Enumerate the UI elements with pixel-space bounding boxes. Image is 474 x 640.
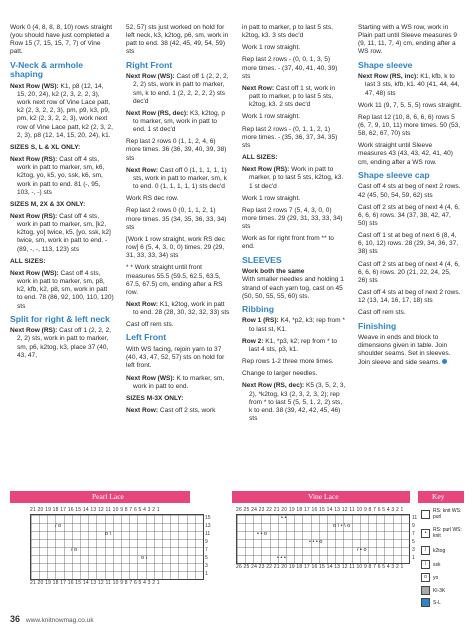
key-item: • RS: purl WS: knit xyxy=(421,527,463,539)
paragraph: Rep rows 1-2 three more times. xyxy=(242,358,334,366)
pearl-column-numbers-bottom: 21 20 19 18 17 16 15 14 13 12 11 10 9 8 7 6 5 4 3 2 1 xyxy=(30,580,160,586)
paragraph: * * Work straight until front measures 55.5 (59.5, 62.5, 63.5, 67.5, 67.5) cm, ending after a RS row. xyxy=(126,264,223,296)
end-mark-icon xyxy=(442,359,447,364)
paragraph: Weave in ends and block to dimensions given in table. Join shoulder seams. Set in sleeves. Join sleeve and side seams. xyxy=(358,334,451,366)
paragraph: Next Row (RS): Cast off 4 sts, work in patt to marker, sm, k6, k2tog, yo, k5, yo, ssk, k6, sm, work in patt to end. 81 (-, 95, 103, -, -) sts xyxy=(10,156,105,196)
section-heading: Ribbing xyxy=(242,303,274,314)
section-heading: Shape sleeve xyxy=(358,59,413,70)
chart-symbol: / • o xyxy=(357,547,367,553)
section-heading: Left Front xyxy=(126,332,167,343)
pearl-lace-grid xyxy=(30,514,204,580)
paragraph: Cast off 2 sts at beg of next 4 (4, 6, 6, 6, 6) rows. 34 (37, 38, 42, 47, 50) sts xyxy=(358,203,460,227)
paragraph: Cast off 4 sts at beg of next 2 rows. 42 (45, 50, 54, 59, 62) sts xyxy=(358,183,461,199)
page-number: 36 xyxy=(10,614,21,624)
paragraph: Next Row (WS): Cast off 1 (2, 2, 2, 2, 2) sts, work in patt to marker, sm, k to end. 1 (2, 2, 2, 2, 2) sts dec'd xyxy=(126,73,229,105)
paragraph: Next Row (RS, inc): K1, kfb, k to last 3 sts, kfb, k1. 40 (41, 44, 44, 47, 48) sts xyxy=(358,73,460,97)
text-column-1 xyxy=(10,24,114,364)
paragraph: Next Row: Cast off 1 st, work in patt to marker, p to last 5 sts, k2tog, k3. 2 sts dec'd xyxy=(242,84,336,109)
vine-lace-title: Vine Lace xyxy=(308,492,339,501)
paragraph: Next Row (WS): K to marker, sm, work in patt to end. xyxy=(126,374,225,390)
size-heading: ALL SIZES: xyxy=(10,257,46,265)
vine-column-numbers-top: 26 25 24 23 22 21 20 19 18 17 16 15 14 13 12 11 10 9 8 7 6 5 4 3 2 1 xyxy=(236,507,404,513)
paragraph: Next Row (WS): K1, p8 (12, 14, 15, 20, 24), k2 (2, 3, 2, 2, 3), work next row of Vine Lace patt, k2 (2, 3, 2, 2, 3), pm, p9, k3, p9, pm, k2 (2, 3, 2, 2, 3), work next row of Vine Lace patt, k2 (2, 3, 2, 2, 3), p8 (12, 14, 15, 20, 24), k1. xyxy=(10,82,113,139)
paragraph: Starting with a WS row, work in Plain patt until Sleeve measures 9 (9, 11, 11, 7, 4) cm, ending after a WS row. xyxy=(358,24,457,56)
paragraph: Next Row: K1, k2tog, work in patt to end. 28 (28, 30, 32, 32, 33) sts xyxy=(126,300,230,317)
paragraph: With WS facing, rejoin yarn to 37 (40, 43, 47, 52, 57) sts on hold for left front. xyxy=(126,346,225,370)
paragraph: Work as for right front from ** to end. xyxy=(242,235,334,251)
paragraph: Next Row (RS): Work in patt to marker, p to last 5 sts, k2tog, k3. 1 st dec'd xyxy=(242,166,344,190)
paragraph: Next Row (RS): Cast off 1 (2, 2, 2, 2, 2) sts, work in patt to marker, sm, p6, k2tog, k3, place 37 (40, 43, 47, xyxy=(10,327,112,359)
subheading: Work both the same xyxy=(242,268,305,276)
text-column-4 xyxy=(358,24,462,371)
vine-lace-grid xyxy=(236,514,410,564)
paragraph: Work 0 (4, 8, 8, 8, 10) rows straight (you should have just completed a Row 15 (7, 15, 15, 7, 7) of Vine patt. xyxy=(10,24,113,56)
paragraph: Next Row (RS, dec): K3, k2tog, p to marker, sm, work in patt to end. 1 st dec'd xyxy=(126,109,225,134)
vine-column-numbers-bottom: 26 25 24 23 22 21 20 19 18 17 16 15 14 13 12 11 10 9 8 7 6 5 4 3 2 1 xyxy=(236,564,404,570)
paragraph: Row 1 (RS): K4, *p2, k3; rep from * to last st, K1. xyxy=(242,317,345,333)
section-heading: Finishing xyxy=(358,320,397,331)
paragraph: Rep last 12 (10, 8, 6, 6, 6) rows 5 (6, 7, 9, 10, 11) more times. 50 (53, 58, 62, 67, 70) sts xyxy=(358,113,461,138)
paragraph: Rep last 2 rows - (0, 0, 1, 3, 5) more times. - (37, 40, 41, 40, 39) sts xyxy=(242,56,338,80)
paragraph: Next Row: Cast off 2 sts, work xyxy=(126,406,216,414)
paragraph: Rep last 2 rows 0 (1, 1, 2, 4, 6) more times. 36 (36, 39, 40, 39, 38) sts xyxy=(126,138,227,162)
key-item: Kl-3K xyxy=(421,586,445,595)
key-item: RS: knit WS: purl xyxy=(421,508,463,520)
chart-symbol: o \ • \ o xyxy=(333,523,351,529)
section-heading: Right Front xyxy=(126,59,173,70)
paragraph: Next Row: Cast off 0 (1, 1, 1, 1, 1) sts, work in patt to marker, sm, k to end. 0 (1, 1, 1, 1, 1) sts dec'd xyxy=(126,166,227,191)
key-item: S-L xyxy=(421,598,441,607)
size-heading: SIZES M, 2X & 3X ONLY: xyxy=(10,200,86,208)
pearl-column-numbers-top: 21 20 19 18 17 16 15 14 13 12 11 10 9 8 7 6 5 4 3 2 1 xyxy=(30,507,160,513)
key-item: / k2tog xyxy=(421,546,445,555)
paragraph: 52, 57) sts just worked on hold for left neck, k3, k2tog, p6, sm, work in patt to end. 38 (42, 45, 49, 54, 59) sts xyxy=(126,24,229,56)
paragraph: Next Row (RS, dec): K5 (3, 5, 2, 3, 2), *k2tog, k3 (2, 3, 2, 3, 2); rep from * to last 5 (5, 5, 1, 2, 2) sts, k to end. 38 (39, 42, 42, 45, 46) sts xyxy=(242,382,346,422)
paragraph: Work 1 row straight. xyxy=(242,194,301,202)
chart-symbol: / o xyxy=(71,547,78,553)
paragraph: Next Row (WS): Cast off 4 sts, work in patt to marker, sm, p8, k2, kfb, k2, p8, sm, work in patt to end. 78 (86, 92, 100, 110, 120) sts xyxy=(10,269,114,310)
size-heading: ALL SIZES: xyxy=(242,154,278,162)
paragraph: [Work 1 row straight, work RS dec row] 6 (5, 4, 3, 0, 0) times. 29 (29, 31, 33, 33, 34) sts xyxy=(126,235,225,260)
section-heading: Shape sleeve cap xyxy=(358,169,430,180)
key-item: o yo xyxy=(421,573,438,582)
paragraph: Work 1 row straight. xyxy=(242,44,301,52)
paragraph: Cast off 4 sts at beg of next 2 rows. 12 (13, 14, 16, 17, 18) sts xyxy=(358,289,461,305)
paragraph: With smaller needles and holding 1 strand of each yarn tog, cast on 45 (50, 50, 55, 55, 60) sts. xyxy=(242,276,344,300)
paragraph: Next Row (RS): Cast off 4 sts, work in patt to marker, sm, [k2, k2tog, yo] twice, k5, [yo, ssk, k2] twice, sm, work in patt to end. - (89, -, -, 113, 123) sts xyxy=(10,213,111,253)
chart-symbol: • • xyxy=(281,515,287,521)
section-heading: V-Neck & armhole shaping xyxy=(10,59,84,80)
paragraph: Cast off rem sts. xyxy=(126,321,174,329)
chart-symbol: • • o xyxy=(257,531,267,537)
vine-lace-banner xyxy=(232,491,410,503)
chart-symbol: o \ xyxy=(105,531,112,537)
paragraph: Work straight until Sleeve measures 43 (43, 43, 42, 41, 40) cm, ending after a WS row. xyxy=(358,142,453,166)
paragraph: Work RS dec row. xyxy=(126,195,179,203)
chart-symbol: o \ xyxy=(141,555,148,561)
paragraph: Row 2: K1, *p3, k2; rep from * to last 4 sts, p3, k1. xyxy=(242,337,337,353)
key-title: Key xyxy=(432,492,445,501)
paragraph: Rep last 2 rows - (0, 1, 1, 2, 1) more times. - (35, 36, 37, 34, 35) sts xyxy=(242,125,338,149)
paragraph: Work 1 row straight. xyxy=(242,113,301,121)
paragraph: Rep last 2 rows 7 (5, 4, 3, 0, 0) more times. 29 (29, 31, 33, 33, 34) sts xyxy=(242,206,343,231)
paragraph: Cast off rem sts. xyxy=(358,309,406,317)
section-heading: SLEEVES xyxy=(242,254,282,265)
page-footer xyxy=(10,614,94,624)
pearl-lace-banner xyxy=(10,491,190,503)
section-heading: Split for right & left neck xyxy=(10,313,110,324)
paragraph: Work 11 (9, 7, 5, 5, 5) rows straight. xyxy=(358,101,462,109)
size-heading: SIZES M-3X ONLY: xyxy=(126,394,184,402)
paragraph: Cast off 1 st at beg of next 6 (8, 4, 6, 10, 12) rows. 28 (29, 34, 36, 37, 38) sts xyxy=(358,232,459,256)
paragraph: in patt to marker, p to last 5 sts, k2tog, k3. 3 sts dec'd xyxy=(242,24,333,40)
pearl-lace-title: Pearl Lace xyxy=(92,492,124,501)
paragraph: Change to larger needles. xyxy=(242,370,318,378)
key-item: \ ssk xyxy=(421,560,441,569)
chart-symbol: • • • o xyxy=(309,539,323,545)
chart-symbol: • • • xyxy=(277,555,286,561)
key-banner xyxy=(418,491,464,503)
text-column-2 xyxy=(126,24,230,419)
paragraph: Rep last 2 rows 0 (0, 1, 1, 2, 1) more times. 35 (34, 35, 36, 33, 34) sts xyxy=(126,207,227,231)
size-heading: SIZES S, L & XL ONLY: xyxy=(10,143,81,151)
text-column-3 xyxy=(242,24,346,427)
paragraph: Cast off 2 sts at beg of next 4 (4, 6, 6, 6, 6) rows. 20 (21, 22, 24, 25, 26) sts xyxy=(358,260,460,284)
chart-symbol: / o xyxy=(55,523,62,529)
footer-url[interactable]: www.knitnowmag.co.uk xyxy=(26,617,94,624)
